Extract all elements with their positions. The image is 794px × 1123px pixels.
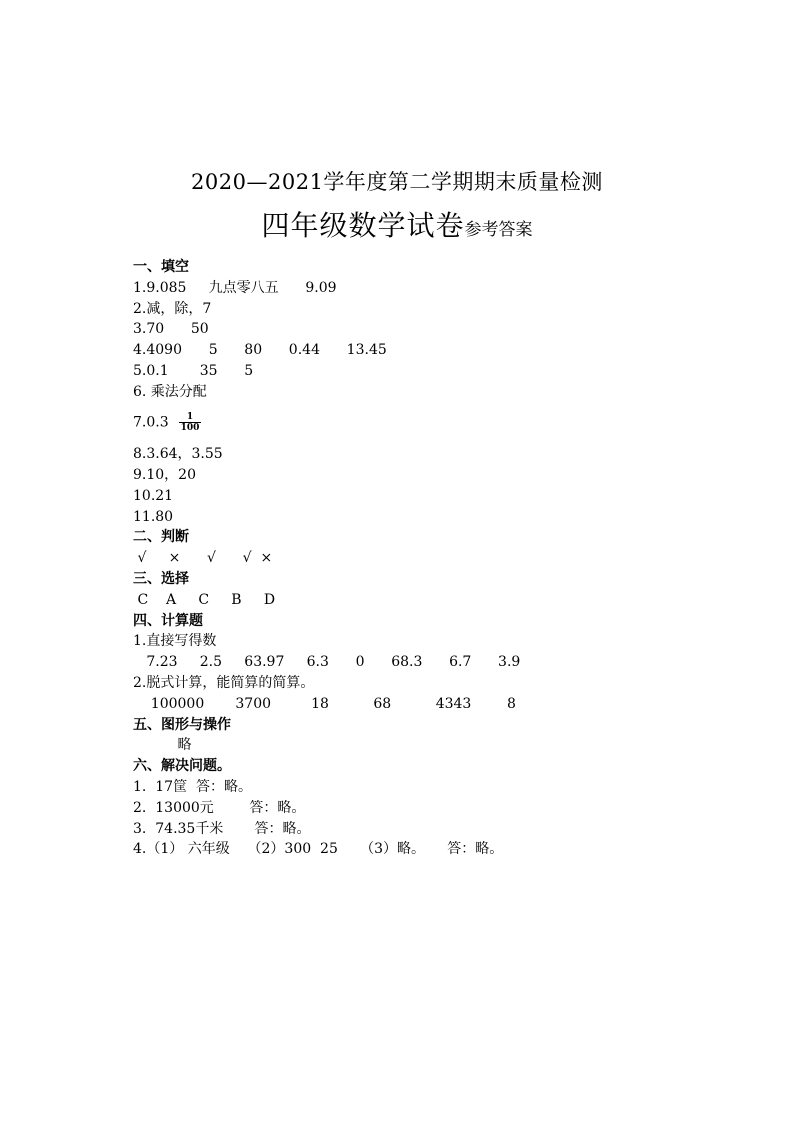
answer-line-2: √ × √ √ ×	[133, 550, 273, 566]
subtitle-main: 四年级数学试卷	[261, 209, 465, 242]
answer-line-6-1: 1. 17筐 答：略。	[133, 779, 252, 795]
calc-sub1-answers: 7.23 2.5 63.97 6.3 0 68.3 6.7 3.9	[133, 654, 521, 670]
calc-sub2-title: 2.脱式计算，能简算的简算。	[133, 675, 315, 691]
answer-line-6-4: 4.（1） 六年级 （2）300 25 （3）略。 答：略。	[133, 841, 504, 857]
answer-line-1-9: 9.10，20	[133, 467, 196, 483]
page-title: 2020—2021学年度第二学期期末质量检测	[191, 170, 603, 194]
section-heading-true-false: 二、判断	[133, 529, 189, 545]
answer-line-1-2: 2.减，除，7	[133, 301, 212, 317]
fraction-numerator: 1	[179, 412, 202, 423]
section-heading-problems: 六、解决问题。	[133, 758, 231, 774]
section-heading-geometry: 五、图形与操作	[133, 717, 231, 733]
fraction	[179, 412, 202, 433]
answer-line-1-5: 5.0.1 35 5	[133, 363, 254, 379]
subtitle-suffix: 参考答案	[464, 220, 533, 240]
answer-line-1-3: 3.70 50	[133, 321, 209, 337]
page-subtitle	[0, 204, 794, 244]
calc-sub1-title: 1.直接写得数	[133, 633, 217, 649]
answer-line-1-8: 8.3.64，3.55	[133, 446, 223, 462]
answer-line-1-4: 4.4090 5 80 0.44 13.45	[133, 342, 387, 358]
answer-line-3: C A C B D	[133, 592, 276, 608]
answer-line-6-3: 3. 74.35千米 答：略。	[133, 821, 311, 837]
answer-line-1-6: 6. 乘法分配	[133, 384, 207, 400]
answer-line-1-1: 1.9.085 九点零八五 9.09	[133, 280, 337, 296]
answer-line-1-7	[133, 412, 201, 433]
answer-line-1-11: 11.80	[133, 509, 174, 525]
calc-sub2-answers: 100000 3700 18 68 4343 8	[133, 696, 516, 712]
answer-line-5: 略	[133, 737, 192, 753]
answer-line-1-10: 10.21	[133, 488, 174, 504]
fraction-denominator: 100	[180, 423, 200, 433]
section-heading-fill-blank: 一、填空	[133, 259, 189, 275]
answer-1-7-prefix: 7.0.3	[133, 414, 169, 431]
answer-line-6-2: 2. 13000元 答：略。	[133, 800, 306, 816]
section-heading-choice: 三、选择	[133, 571, 189, 587]
section-heading-calculation: 四、计算题	[133, 613, 203, 629]
